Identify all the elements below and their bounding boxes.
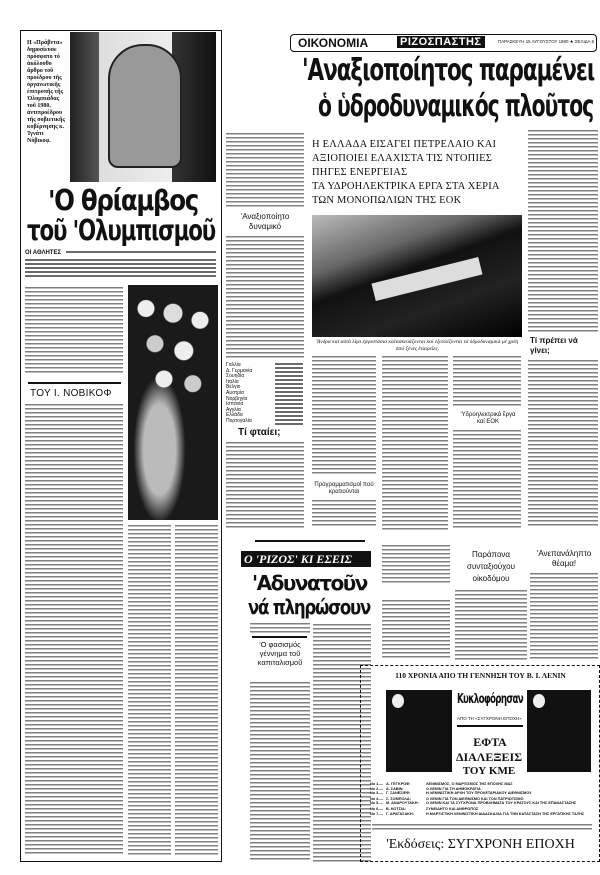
- table-row: Νορβηγία: [226, 395, 248, 402]
- olympic-mascot-photo: [70, 32, 216, 182]
- dateline: ΠΑΡΑΣΚΕΥΗ 15 ΑΥΓΟΥΣΤΟΥ 1980 ★ ΣΕΛΙΔΑ 6: [498, 39, 595, 44]
- lenin-head-icon: [392, 694, 404, 708]
- hydro-body: [226, 133, 304, 209]
- table-row: Ιταλία: [226, 378, 239, 385]
- eok-subhead: 'Υδροηλεκτρικά ἔργα καί ΕΟΚ: [460, 412, 516, 425]
- letter-body: [382, 600, 450, 660]
- hydro-body: [528, 360, 598, 528]
- olympics-headline-2: τοῦ 'Ολυμπισμοῦ: [27, 214, 216, 247]
- hydro-body: [312, 356, 376, 476]
- masthead-badge: ΡΙΖΟΣΠΑΣΤΗΣ: [397, 36, 485, 48]
- lenin-ad-big-1: ΕΦΤΑ: [473, 735, 507, 749]
- dam-photo-caption: Ἄνδρα καί αὐτά λίγα ἐργοστάσια κατασκευάζονται καί ἐξοπλίζονται τά ὑδροδυναμικά μέ χρέη ἀπό ξένες ἑταιρεῖες.: [316, 339, 519, 352]
- olympics-body: [25, 404, 123, 856]
- table-row: Δ. Γερμανία: [226, 367, 253, 374]
- olympics-headline-1: 'Ο θρίαμβος: [48, 184, 198, 217]
- lecture-list: [370, 782, 595, 816]
- olympics-lede: [25, 259, 216, 279]
- divider: [252, 636, 307, 638]
- table-row: Ελλάδα: [226, 412, 243, 419]
- letter-body: [530, 573, 598, 660]
- hydro-subhead-1: Η ΕΛΛΑΔΑ ΕΙΣΑΓΕΙ ΠΕΤΡΕΛΑΙΟ ΚΑΙ ΑΞΙΟΠΟΙΕΙ ΕΛΑΧΙΣΤΑ ΤΙΣ ΝΤΟΠΙΕΣ ΠΗΓΕΣ ΕΝΕΡΓΕΙΑΣ: [312, 139, 497, 178]
- letter-body: [455, 590, 527, 660]
- divider: [457, 725, 523, 727]
- table-row: Σουηδία: [226, 373, 245, 380]
- olympics-body: [128, 525, 171, 855]
- table-row: Ισπανία: [226, 401, 244, 408]
- lenin-portrait-right: [527, 690, 591, 772]
- olympics-body: [25, 287, 123, 375]
- hydro-subheads: [312, 138, 522, 208]
- what-to-do-subhead: Τί πρέπει νά γίνει;: [530, 336, 578, 355]
- dam-wall: [371, 257, 482, 301]
- list-item: Νο 2.— Α. ΣΑΒΙΝ: Ο ΛΕΝΙΝ ΓΙΑ ΤΗ ΔΗΜΟΚΡΑΤΙΑ: [370, 786, 481, 791]
- table-row: Αγγλία: [226, 406, 241, 413]
- lenin-ad-big-3: ΤΟΥ ΚΜΕ: [462, 765, 516, 777]
- list-item: Νο 3.— Γ. ΣΑΝΕΣΙΕΦ: Η ΛΕΝΙΝΙΣΤΙΚΗ ΑΡΧΗ ΤΟΥ ΠΡΟΛΕΤΑΡΙΑΚΟΥ ΔΙΕΘΝΙΣΜΟΥ: [370, 791, 532, 796]
- hydro-body: [226, 236, 304, 360]
- list-item: Νο 5.— Μ. ΑΝΔΡΟΥΤΑΚΗ: Ο ΛΕΝΙΝ ΚΑΙ ΤΑ ΣΥΓΧΡΟΝΑ ΠΡΟΒΛΗΜΑΤΑ ΤΟΥ ΚΡΑΤΟΥΣ ΚΑΙ ΤΗΣ ΕΠΑΝΑΣΤΑΣΗΣ: [370, 801, 577, 806]
- hydro-body: [312, 500, 376, 528]
- hydro-headline-2: ὁ ὑδροδυναμικός πλοῦτος: [318, 89, 594, 124]
- olympics-lede-start: ΟΙ ΑΘΛΗΤΕΣ: [25, 250, 62, 256]
- table-row: Αυστρία: [226, 389, 244, 396]
- hydro-body: [382, 356, 448, 530]
- country-table: [226, 363, 272, 425]
- letter-body: [250, 623, 310, 633]
- list-item: Νο 4.— Σ. ΣΟΜΠΟΛΑ: Ο ΛΕΝΙΝ ΓΙΑ ΤΟΝ ΔΙΕΘΝΙΣΜΟ ΚΑΙ ΤΟΝ ΠΑΤΡΙΩΤΙΣΜΟ: [370, 796, 524, 801]
- letter-body: [382, 545, 450, 585]
- hydro-headline-1: 'Αναξιοποίητος παραμένει: [302, 53, 595, 88]
- letters-column-banner: [241, 551, 371, 567]
- olympics-body: [175, 525, 218, 855]
- letter-spectacle-title: 'Ανεπανάληπτο θέαμα!: [536, 549, 592, 568]
- fascism-box-title: 'Ο φασισμός γέννημα τοῦ καπιταλισμοῦ: [257, 640, 303, 667]
- lenin-head-icon: [533, 694, 545, 708]
- list-item: Νο 6.— Β. ΚΟΤΣΙΑ: ΣΥΝΕΙΔΗΤΟ ΚΑΙ ΑΝΘΡΩΠΟΣ: [370, 806, 479, 811]
- letters-headline-1: 'Αδυνατοῦν: [252, 571, 367, 595]
- hydro-body: [528, 130, 598, 332]
- list-item: Νο 7.— Γ. ΔΡΑΓΑΣΑΚΗ: Η ΜΑΡΞΙΣΤΙΚΗ ΛΕΝΙΝΙΣΤΙΚΗ ΔΙΔΑΣΚΑΛΙΑ ΓΙΑ ΤΗΝ ΚΑΤΑΣΤΑΣΗ ΤΗΣ ΕΡΓΑΤΙΚΗΣ ΤΑΞΗΣ: [370, 811, 585, 816]
- lenin-ad-big-2: ΔΙΑΛΕΞΕΙΣ: [455, 750, 523, 764]
- lenin-portrait-left: [386, 690, 452, 772]
- table-row: Βέλγιο: [226, 384, 241, 391]
- dam-photo: [312, 215, 522, 337]
- programs-subhead: Προγραμματισμοί πού κρατιούνται: [314, 482, 374, 495]
- olympic-balloons-photo: [128, 285, 218, 520]
- divider: [255, 540, 365, 542]
- hydro-subhead-2: ΤΑ ΥΔΡΟΗΛΕΚΤΡΙΚΑ ΕΡΓΑ ΣΤΑ ΧΕΡΙΑ ΤΩΝ ΜΟΝΟΠΩΛΙΩΝ ΤΗΣ ΕΟΚ: [312, 181, 500, 206]
- olympics-byline: ΤΟΥ Ι. ΝΟΒΙΚΟΦ: [30, 388, 112, 399]
- section-label: ΟΙΚΟΝΟΜΙΑ: [298, 36, 369, 50]
- divider: [28, 382, 121, 384]
- table-values: [275, 363, 303, 425]
- olympics-lede: [66, 251, 216, 255]
- why-subhead: Τί φταίει;: [238, 427, 281, 438]
- letter-body: [250, 682, 310, 860]
- ad-fineprint: [372, 824, 592, 832]
- hydro-body: [453, 356, 521, 406]
- lenin-ad-banner: 110 ΧΡΟΝΙΑ ΑΠΟ ΤΗ ΓΕΝΝΗΣΗ ΤΟΥ Β. Ι. ΛΕΝΙΝ: [395, 671, 566, 680]
- letters-headline-2: νά πληρώσουν: [248, 595, 371, 619]
- publisher-line: 'Εκδόσεις: ΣΥΓΧΡΟΝΗ ΕΠΟΧΗ: [386, 837, 575, 852]
- hydro-side-subhead: 'Αναξιοποίητο δυναμικό: [240, 212, 290, 231]
- mascot-figure: [108, 44, 182, 168]
- olympics-photo-caption: Η «Πράβντα» δημοσίευσε πρόσφατο τό ἀκόλουθο ἄρθρο τοῦ προέδρου τῆς ὀργανωτικῆς ἐπιτροπῆς τῆς Ὀλυμπιάδας τοῦ 1980, ἀντιπροέδρου τῆς σοβιετικῆς κυβέρνησης κ. Ἰγνάτι Νόβικοφ.: [27, 40, 65, 144]
- list-item: Νο 1.— Α. ΓΕΓΚΡΟΦ: ΛΕΝΙΝΙΣΜΟΣ, Ο ΜΑΡΞΙΣΜΟΣ ΤΗΣ ΕΠΟΧΗΣ ΜΑΣ: [370, 782, 513, 786]
- hydro-body: [453, 430, 521, 530]
- lenin-ad-title: Κυκλοφόρησαν: [457, 692, 524, 707]
- letter-pensioner-title: Παράπονα συνταξιούχου οἰκοδόμου: [467, 550, 515, 583]
- letters-column-title: Ο 'ΡΙΖΟΣ' ΚΙ ΕΣΕΙΣ: [244, 552, 352, 566]
- table-row: Πορτογαλία: [226, 417, 252, 424]
- lenin-ad-from: ΑΠΟ ΤΗ «ΣΥΓΧΡΟΝΗ ΕΠΟΧΗ»: [457, 716, 522, 721]
- hydro-body: [226, 442, 304, 530]
- table-row: Γαλλία: [226, 362, 241, 368]
